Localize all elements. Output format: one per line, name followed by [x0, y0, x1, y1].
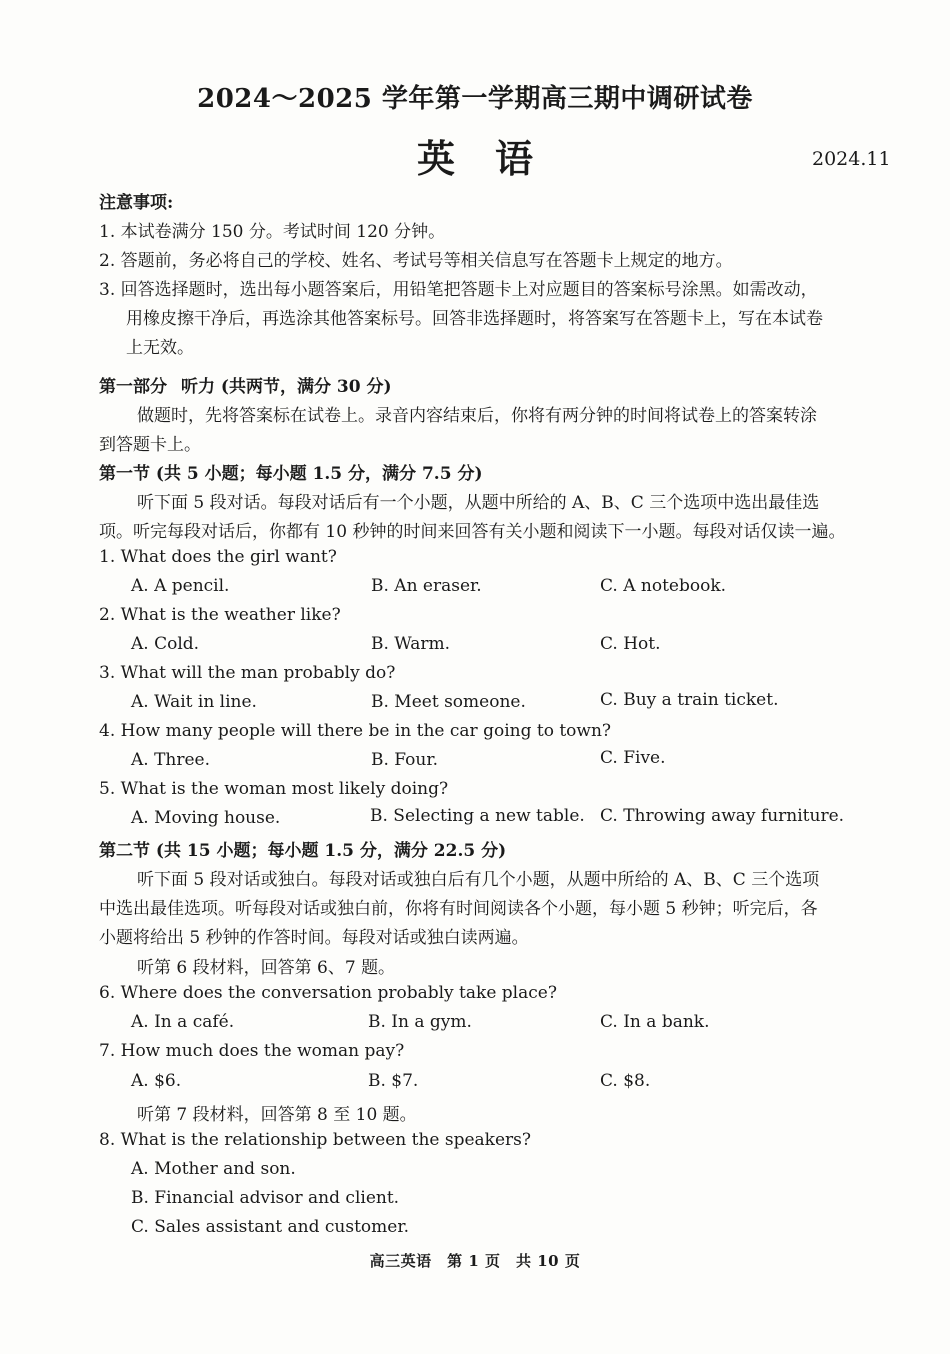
q6-option-b: B. In a gym.	[368, 1012, 472, 1032]
notice-item-2: 2. 答题前，务必将自己的学校、姓名、考试号等相关信息写在答题卡上规定的地方。	[99, 251, 733, 271]
q8-option-a: A. Mother and son.	[131, 1159, 296, 1179]
q5-option-a: A. Moving house.	[131, 808, 281, 828]
q3-option-b: B. Meet someone.	[371, 692, 526, 712]
subject-title: 英语	[416, 136, 573, 181]
q6-option-a: A. In a café.	[131, 1012, 235, 1032]
q7-option-a: A. $6.	[131, 1071, 182, 1091]
q2-option-b: B. Warm.	[371, 634, 451, 654]
part1-label: 第一部分	[99, 377, 167, 397]
section2-heading: 第二节 (共 15 小题；每小题 1.5 分，满分 22.5 分)	[99, 841, 507, 861]
section2-intro-3: 小题将给出 5 秒钟的作答时间。每段对话或独白读两遍。	[99, 928, 529, 948]
question-3: 3. What will the man probably do?	[99, 663, 396, 683]
section1-heading: 第一节 (共 5 小题；每小题 1.5 分，满分 7.5 分)	[99, 464, 483, 484]
q3-option-c: C. Buy a train ticket.	[600, 690, 779, 710]
q6-option-c: C. In a bank.	[600, 1012, 710, 1032]
part1-title: 听力 (共两节，满分 30 分)	[181, 377, 392, 397]
section2-intro-2: 中选出最佳选项。听每段对话或独白前，你将有时间阅读各个小题，每小题 5 秒钟；听完后，各	[99, 899, 818, 919]
material-7-note: 听第 7 段材料，回答第 8 至 10 题。	[137, 1105, 417, 1125]
q1-option-c: C. A notebook.	[600, 576, 727, 596]
notice-heading: 注意事项:	[99, 193, 174, 213]
question-1: 1. What does the girl want?	[99, 547, 337, 567]
notice-item-1: 1. 本试卷满分 150 分。考试时间 120 分钟。	[99, 222, 446, 242]
q8-option-b: B. Financial advisor and client.	[131, 1188, 400, 1208]
question-8: 8. What is the relationship between the speakers?	[99, 1130, 532, 1150]
part1-heading	[99, 372, 392, 397]
q4-option-c: C. Five.	[600, 748, 666, 768]
section1-intro-2: 项。听完每段对话后，你都有 10 秒钟的时间来回答有关小题和阅读下一小题。每段对话仅读一遍。	[99, 522, 846, 542]
q4-option-a: A. Three.	[131, 750, 211, 770]
part1-intro-1: 做题时，先将答案标在试卷上。录音内容结束后，你将有两分钟的时间将试卷上的答案转涂	[137, 406, 817, 426]
q7-option-c: C. $8.	[600, 1071, 651, 1091]
question-4: 4. How many people will there be in the car going to town?	[99, 721, 612, 741]
q2-option-a: A. Cold.	[131, 634, 200, 654]
question-6: 6. Where does the conversation probably take place?	[99, 983, 557, 1003]
section2-intro-1: 听下面 5 段对话或独白。每段对话或独白后有几个小题，从题中所给的 A、B、C 三个选项	[137, 870, 820, 890]
section1-intro-1: 听下面 5 段对话。每段对话后有一个小题，从题中所给的 A、B、C 三个选项中选出最佳选	[137, 493, 820, 513]
q8-option-c: C. Sales assistant and customer.	[131, 1217, 409, 1237]
question-2: 2. What is the weather like?	[99, 605, 341, 625]
q5-option-b: B. Selecting a new table.	[370, 806, 585, 826]
notice-item-3: 3. 回答选择题时，选出每小题答案后，用铅笔把答题卡上对应题目的答案标号涂黑。如需改动，	[99, 280, 818, 300]
exam-date: 2024.11	[812, 148, 891, 170]
notice-item-3-cont: 用橡皮擦干净后，再选涂其他答案标号。回答非选择题时，将答案写在答题卡上，写在本试卷	[126, 309, 823, 329]
q7-option-b: B. $7.	[368, 1071, 419, 1091]
exam-title: 2024～2025 学年第一学期高三期中调研试卷	[197, 84, 753, 114]
part1-intro-2: 到答题卡上。	[99, 435, 201, 455]
material-6-note: 听第 6 段材料，回答第 6、7 题。	[137, 958, 396, 978]
question-7: 7. How much does the woman pay?	[99, 1041, 405, 1061]
q1-option-b: B. An eraser.	[371, 576, 482, 596]
notice-item-3-end: 上无效。	[126, 338, 194, 358]
q3-option-a: A. Wait in line.	[131, 692, 257, 712]
q5-option-c: C. Throwing away furniture.	[600, 806, 845, 826]
q2-option-c: C. Hot.	[600, 634, 661, 654]
page-footer: 高三英语 第 1 页 共 10 页	[369, 1252, 581, 1270]
q4-option-b: B. Four.	[371, 750, 439, 770]
question-5: 5. What is the woman most likely doing?	[99, 779, 449, 799]
q1-option-a: A. A pencil.	[131, 576, 230, 596]
